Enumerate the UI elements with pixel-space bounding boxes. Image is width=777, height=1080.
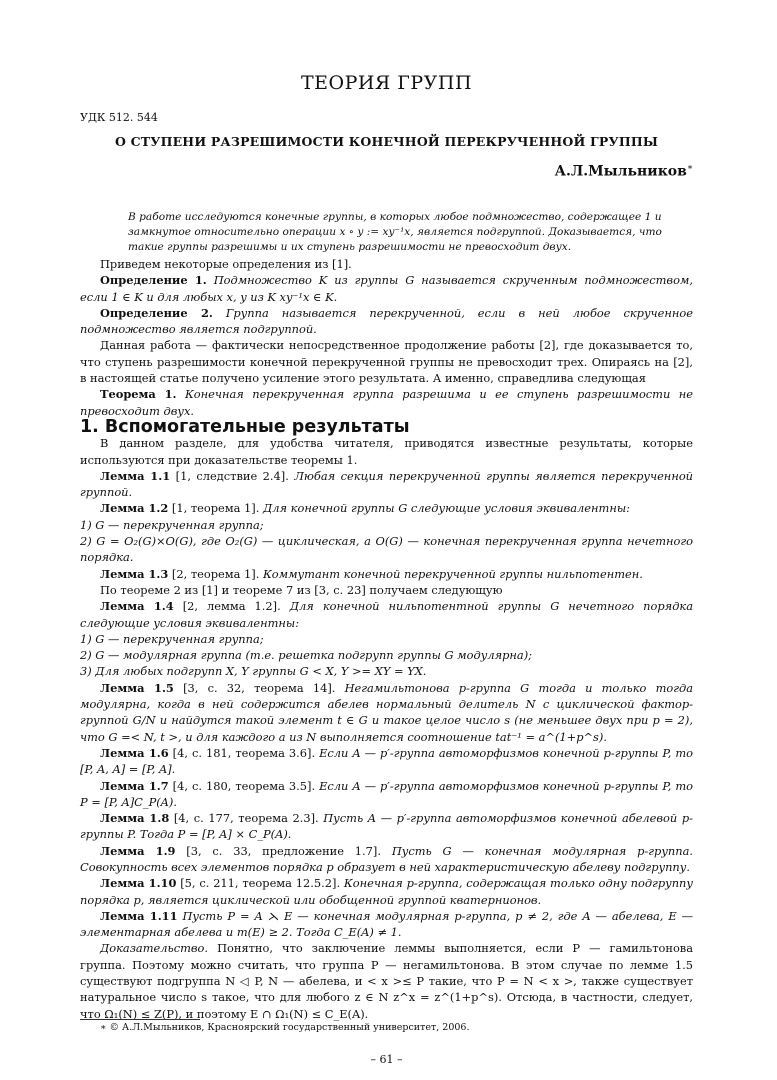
- lemma-item: 2) G = O₂(G)×O(G), где O₂(G) — циклическая, а O(G) — конечная перекрученная группа нечетного порядка.: [80, 534, 693, 565]
- section-intro: В данном разделе, для удобства читателя, приводятся известные результаты, которые используются при доказательстве теоремы 1.: [80, 436, 693, 467]
- definition-2: [80, 305, 693, 338]
- author-footnote-mark: ∗: [686, 163, 693, 173]
- lemma-label: Лемма 1.6: [100, 745, 169, 760]
- lemma-1-5: [80, 680, 693, 745]
- lemma-label: Лемма 1.9: [100, 843, 176, 858]
- lemma-1-9: [80, 843, 693, 876]
- lemma-label: Лемма 1.10: [100, 876, 177, 891]
- lemma-text: Любая секция перекрученной группы является перекрученной группой.: [80, 468, 694, 500]
- proof-label: Доказательство.: [100, 941, 208, 956]
- definition-1-label: Определение 1.: [100, 273, 207, 288]
- lemma-label: Лемма 1.8: [100, 811, 170, 826]
- lemma-text: Если A — p′-группа автоморфизмов конечной p-группы P, то [P, A, A] = [P, A].: [80, 745, 693, 777]
- lemma-item: 3) Для любых подгрупп X, Y группы G < X, Y >= XY = YX.: [80, 664, 427, 679]
- definition-1-text: Подмножество K из группы G называется скрученным подмножеством, если 1 ∈ K и для любых x, y из K xy⁻¹x ∈ K.: [80, 273, 693, 304]
- lemma-1-10: [80, 875, 693, 908]
- lemma-ref: [2, теорема 1].: [171, 566, 260, 581]
- author-text: А.Л.Мыльников: [554, 163, 687, 180]
- body-paragraph: По теореме 2 из [1] и теореме 7 из [3, с. 23] получаем следующую: [100, 582, 503, 597]
- definition-2-text: Группа называется перекрученной, если в ней любое скрученное подмножество является подгруппой.: [80, 305, 693, 337]
- lemma-text: Пусть A — p′-группа автоморфизмов конечной абелевой p-группы P. Тогда P = [P, A] × C_P(A).: [80, 811, 693, 842]
- lemma-ref: [4, с. 177, теорема 2.3].: [173, 811, 319, 826]
- proof-text: Понятно, что заключение леммы выполняется, если P — гамильтонова группа. Поэтому можно считать, что группа P — негамильтонова. В этом случае по лемме 1.5 существуют подгруппа N ◁ P, N — абелева, и < x >≤ P такие, что P = N < x >, также существует натуральное число s такое, что для любого z ∈ N z^x = z^(1+p^s). Отсюда, в частности, следует, что Ω₁(N) ≤ Z(P), и поэтому E ∩ Ω₁(N) ≤ C_E(A).: [80, 941, 694, 1021]
- lemma-text: Пусть G — конечная модулярная p-группа. Совокупность всех элементов порядка p образует в ней характеристическую абелеву подгруппу.: [80, 843, 694, 874]
- page-number: – 61 –: [370, 1053, 403, 1066]
- lemma-1-2: [80, 500, 693, 516]
- lemma-label: Лемма 1.2: [100, 501, 169, 516]
- theorem-1: [80, 386, 693, 419]
- lemma-label: Лемма 1.7: [100, 778, 169, 793]
- lemma-text: Негамильтонова p-группа G тогда и только тогда модулярна, когда в ней содержится абелев нормальный делитель N с циклической фактор-группой G/N и найдутся такой элемент t ∈ G и такое целое число s (не меньшее двух при p = 2), что G =< N, t >, и для каждого a из N выполняется соотношение tat⁻¹ = a^(1+p^s).: [80, 680, 694, 744]
- lemma-1-11: [80, 908, 693, 941]
- lemma-ref: [4, с. 181, теорема 3.6].: [172, 745, 316, 760]
- lemma-item: 2) G — модулярная группа (т.е. решетка подгрупп группы G модулярна);: [80, 648, 532, 663]
- lemma-1-4: [80, 598, 693, 631]
- lemma-ref: [3, с. 32, теорема 14].: [183, 680, 336, 695]
- author-name: [555, 163, 693, 180]
- lemma-ref: [1, следствие 2.4].: [175, 468, 289, 483]
- udk-code: УДК 512. 544: [80, 111, 158, 124]
- lemma-text: Пусть P = A ⋋ E — конечная модулярная p-группа, p ≠ 2, где A — абелева, E — элементарная абелева и m(E) ≥ 2. Тогда C_E(A) ≠ 1.: [80, 908, 693, 940]
- intro-paragraph: Приведем некоторые определения из [1].: [100, 257, 352, 271]
- lemma-text: Конечная p-группа, содержащая только одну подгруппу порядка p, является циклической или обобщенной группой кватернионов.: [80, 876, 694, 907]
- lemma-1-3: [80, 566, 693, 582]
- lemma-1-6: [80, 745, 693, 778]
- intro-paragraph-2: Данная работа — фактически непосредственное продолжение работы [2], где доказывается то, что ступень разрешимости конечной перекрученной группы не превосходит трех. Опираясь на [2], в настоящей статье получено усиление этого результата. А именно, справедлива следующая: [80, 338, 693, 386]
- lemma-1-7: [80, 778, 693, 811]
- proof: [80, 940, 693, 1021]
- lemma-1-1: [80, 468, 693, 501]
- section-heading: 1. Вспомогательные результаты: [80, 416, 410, 437]
- paper-body: [80, 256, 693, 1022]
- footnote: ∗ © А.Л.Мыльников, Красноярский государственный университет, 2006.: [100, 1022, 470, 1033]
- theorem-1-label: Теорема 1.: [100, 387, 177, 402]
- lemma-label: Лемма 1.5: [100, 680, 174, 695]
- theorem-1-text: Конечная перекрученная группа разрешима и ее ступень разрешимости не превосходит двух.: [80, 387, 694, 418]
- lemma-text: Если A — p′-группа автоморфизмов конечной p-группы P, то P = [P, A]C_P(A).: [80, 778, 693, 809]
- journal-section-title: ТЕОРИЯ ГРУПП: [300, 72, 473, 94]
- lemma-text: Коммутант конечной перекрученной группы нильпотентен.: [262, 566, 643, 581]
- lemma-text: Для конечной группы G следующие условия эквивалентны:: [262, 501, 630, 516]
- lemma-ref: [5, с. 211, теорема 12.5.2].: [180, 876, 341, 891]
- lemma-label: Лемма 1.3: [100, 566, 169, 581]
- lemma-ref: [1, теорема 1].: [171, 501, 260, 516]
- lemma-label: Лемма 1.1: [100, 468, 171, 483]
- lemma-label: Лемма 1.4: [100, 599, 174, 614]
- paper-title: О СТУПЕНИ РАЗРЕШИМОСТИ КОНЕЧНОЙ ПЕРЕКРУЧЕННОЙ ГРУППЫ: [114, 134, 659, 149]
- definition-2-label: Определение 2.: [100, 305, 213, 320]
- lemma-text: Для конечной нильпотентной группы G нечетного порядка следующие условия эквивалентны:: [80, 599, 694, 630]
- lemma-ref: [2, лемма 1.2].: [182, 599, 281, 614]
- lemma-item: 1) G — перекрученная группа;: [80, 631, 264, 646]
- lemma-item: 1) G — перекрученная группа;: [80, 517, 264, 532]
- lemma-ref: [3, с. 33, предложение 1.7].: [186, 843, 381, 858]
- lemma-ref: [4, с. 180, теорема 3.5].: [172, 778, 316, 793]
- lemma-1-8: [80, 810, 693, 843]
- lemma-label: Лемма 1.11: [100, 908, 178, 923]
- abstract: В работе исследуются конечные группы, в которых любое подмножество, содержащее 1 и замкнутое относительно операции x ∘ y := xy⁻¹x, является подгруппой. Доказывается, что такие группы разрешимы и их ступень разрешимости не превосходит двух.: [128, 211, 662, 253]
- footnote-divider: [80, 1019, 200, 1020]
- definition-1: [80, 272, 693, 305]
